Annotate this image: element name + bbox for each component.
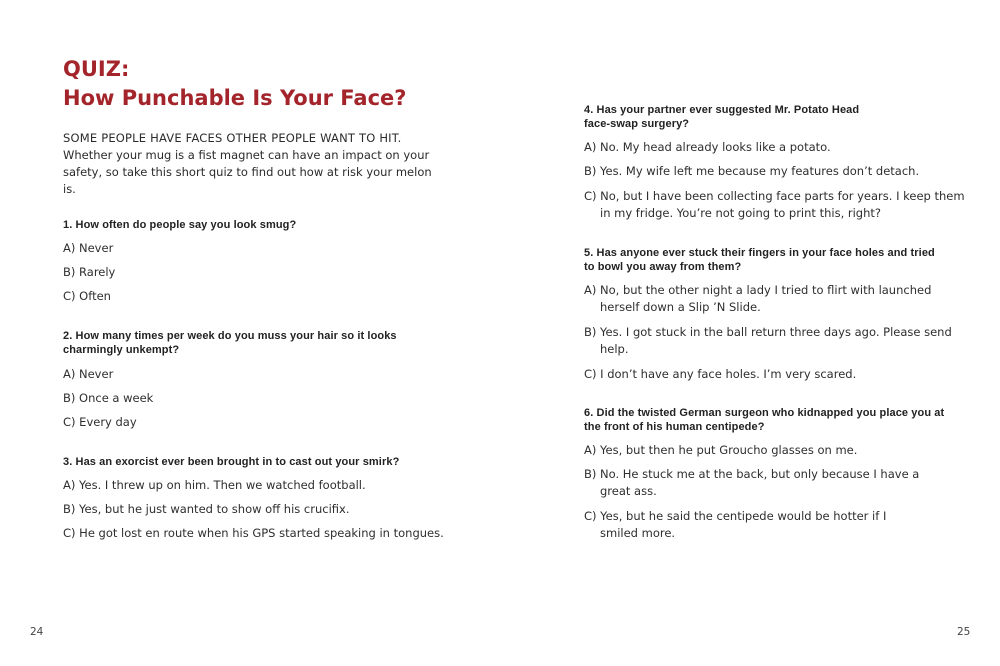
question-4-option-b: B) Yes. My wife left me because my features don’t detach. xyxy=(584,164,920,178)
intro-caps-lead: SOME PEOPLE HAVE FACES OTHER PEOPLE WANT TO HIT. xyxy=(63,131,402,145)
question-6: 6. Did the twisted German surgeon who kidnapped you place you at the front of his human centipede? xyxy=(584,407,945,433)
question-1-option-b: B) Rarely xyxy=(63,265,116,279)
question-5-option-c: C) I don’t have any face holes. I’m very scared. xyxy=(584,367,857,381)
quiz-title-label: QUIZ: xyxy=(63,57,130,81)
question-5-option-a: A) No, but the other night a lady I tried to flirt with launched herself down a Slip ’N Slide. xyxy=(584,283,932,314)
question-4: 4. Has your partner ever suggested Mr. Potato Head face-swap surgery? xyxy=(584,104,860,130)
question-2-option-b: B) Once a week xyxy=(63,391,154,405)
intro-body: Whether your mug is a fist magnet can have an impact on your safety, so take this short quiz to find out how at risk your melon is. xyxy=(63,148,432,196)
question-5-option-b: B) Yes. I got stuck in the ball return three days ago. Please send help. xyxy=(584,325,952,356)
right-page xyxy=(500,0,1000,666)
question-6-option-a: A) Yes, but then he put Groucho glasses on me. xyxy=(584,443,858,457)
question-2-option-a: A) Never xyxy=(63,367,114,381)
question-4-option-a: A) No. My head already looks like a potato. xyxy=(584,140,831,154)
question-6-option-c: C) Yes, but he said the centipede would be hotter if I smiled more. xyxy=(584,509,887,540)
page-number-left: 24 xyxy=(30,626,44,638)
question-3: 3. Has an exorcist ever been brought in to cast out your smirk? xyxy=(63,456,400,468)
question-3-option-b: B) Yes, but he just wanted to show off his crucifix. xyxy=(63,502,350,516)
question-4-option-c: C) No, but I have been collecting face parts for years. I keep them in my fridge. You’re not going to print this, right? xyxy=(584,189,965,220)
question-1-option-a: A) Never xyxy=(63,241,114,255)
question-3-option-c: C) He got lost en route when his GPS started speaking in tongues. xyxy=(63,526,444,540)
question-1-option-c: C) Often xyxy=(63,289,111,303)
question-6-option-b: B) No. He stuck me at the back, but only because I have a great ass. xyxy=(584,467,920,498)
question-3-option-a: A) Yes. I threw up on him. Then we watched football. xyxy=(63,478,366,492)
quiz-title: How Punchable Is Your Face? xyxy=(63,86,407,110)
question-2: 2. How many times per week do you muss your hair so it looks charmingly unkempt? xyxy=(63,330,397,356)
question-5: 5. Has anyone ever stuck their fingers in your face holes and tried to bowl you away from them? xyxy=(584,247,935,273)
question-1: 1. How often do people say you look smug? xyxy=(63,219,297,231)
question-2-option-c: C) Every day xyxy=(63,415,137,429)
intro-paragraph xyxy=(63,130,443,198)
page-number-right: 25 xyxy=(957,626,971,638)
